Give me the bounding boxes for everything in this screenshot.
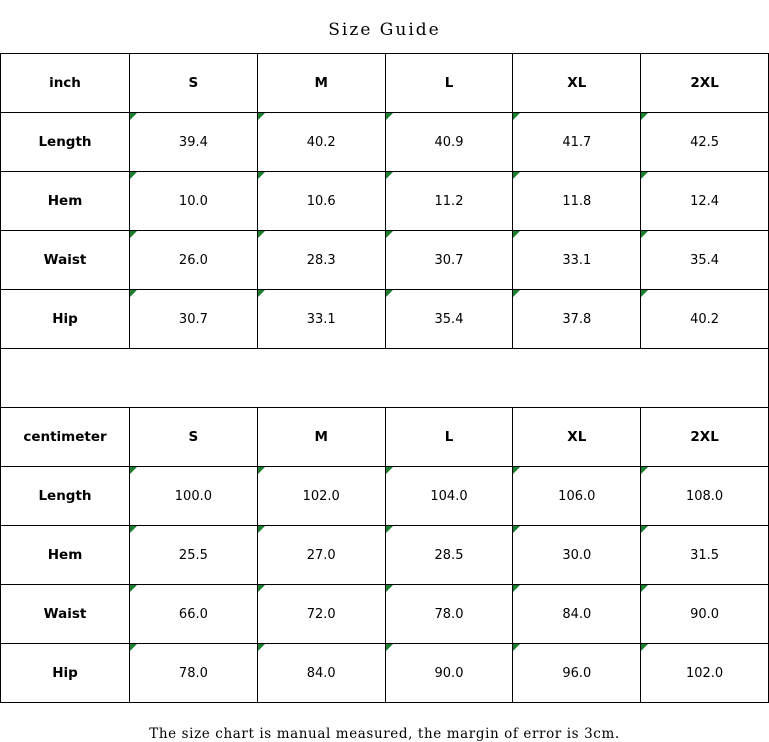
cell-waist-2xl-cm: 90.0 xyxy=(641,585,769,644)
column-header-l-cm: L xyxy=(385,408,513,467)
column-header-2xl-cm: 2XL xyxy=(641,408,769,467)
table-row xyxy=(1,231,769,290)
table-row xyxy=(1,585,769,644)
unit-label-inch: inch xyxy=(1,54,130,113)
cell-length-m-cm: 102.0 xyxy=(257,467,385,526)
cell-hem-s-cm: 25.5 xyxy=(130,526,258,585)
cell-length-xl: 41.7 xyxy=(513,113,641,172)
column-header-s-cm: S xyxy=(130,408,258,467)
page-title: Size Guide xyxy=(328,20,441,40)
cell-waist-s: 26.0 xyxy=(130,231,258,290)
cell-waist-xl: 33.1 xyxy=(513,231,641,290)
row-label-hem: Hem xyxy=(1,172,130,231)
cell-length-2xl: 42.5 xyxy=(641,113,769,172)
table-row xyxy=(1,644,769,703)
column-header-m: M xyxy=(257,54,385,113)
cell-hip-m-cm: 84.0 xyxy=(257,644,385,703)
row-label-length: Length xyxy=(1,113,130,172)
cell-hem-xl: 11.8 xyxy=(513,172,641,231)
cell-hip-2xl: 40.2 xyxy=(641,290,769,349)
row-label-waist: Waist xyxy=(1,231,130,290)
cell-length-l-cm: 104.0 xyxy=(385,467,513,526)
cell-length-s: 39.4 xyxy=(130,113,258,172)
cell-waist-m-cm: 72.0 xyxy=(257,585,385,644)
size-tables xyxy=(0,53,769,703)
row-label-length-cm: Length xyxy=(1,467,130,526)
cell-length-m: 40.2 xyxy=(257,113,385,172)
row-label-waist-cm: Waist xyxy=(1,585,130,644)
cell-waist-l: 30.7 xyxy=(385,231,513,290)
cell-hem-l-cm: 28.5 xyxy=(385,526,513,585)
cell-hem-m: 10.6 xyxy=(257,172,385,231)
column-header-s: S xyxy=(130,54,258,113)
cell-hem-xl-cm: 30.0 xyxy=(513,526,641,585)
cell-hip-s-cm: 78.0 xyxy=(130,644,258,703)
cell-length-xl-cm: 106.0 xyxy=(513,467,641,526)
column-header-xl: XL xyxy=(513,54,641,113)
cell-hip-l-cm: 90.0 xyxy=(385,644,513,703)
table-row xyxy=(1,113,769,172)
table-separator-row xyxy=(1,349,769,408)
column-header-l: L xyxy=(385,54,513,113)
row-label-hip-cm: Hip xyxy=(1,644,130,703)
cell-length-l: 40.9 xyxy=(385,113,513,172)
table-row xyxy=(1,467,769,526)
column-header-xl-cm: XL xyxy=(513,408,641,467)
cell-hip-s: 30.7 xyxy=(130,290,258,349)
table-header-row xyxy=(1,408,769,467)
cell-waist-l-cm: 78.0 xyxy=(385,585,513,644)
cell-hem-s: 10.0 xyxy=(130,172,258,231)
cell-hip-xl: 37.8 xyxy=(513,290,641,349)
cell-waist-s-cm: 66.0 xyxy=(130,585,258,644)
table-row xyxy=(1,290,769,349)
cell-hem-m-cm: 27.0 xyxy=(257,526,385,585)
cell-waist-2xl: 35.4 xyxy=(641,231,769,290)
unit-label-centimeter: centimeter xyxy=(1,408,130,467)
cell-hip-l: 35.4 xyxy=(385,290,513,349)
cell-hip-2xl-cm: 102.0 xyxy=(641,644,769,703)
row-label-hem-cm: Hem xyxy=(1,526,130,585)
column-header-m-cm: M xyxy=(257,408,385,467)
table-header-row xyxy=(1,54,769,113)
cell-hem-2xl: 12.4 xyxy=(641,172,769,231)
table-row xyxy=(1,172,769,231)
separator-cell xyxy=(1,349,769,408)
cell-hip-xl-cm: 96.0 xyxy=(513,644,641,703)
cell-hip-m: 33.1 xyxy=(257,290,385,349)
measurement-note: The size chart is manual measured, the margin of error is 3cm. xyxy=(149,726,620,742)
cell-waist-m: 28.3 xyxy=(257,231,385,290)
cell-length-s-cm: 100.0 xyxy=(130,467,258,526)
column-header-2xl: 2XL xyxy=(641,54,769,113)
row-label-hip: Hip xyxy=(1,290,130,349)
cell-hem-2xl-cm: 31.5 xyxy=(641,526,769,585)
table-row xyxy=(1,526,769,585)
cell-hem-l: 11.2 xyxy=(385,172,513,231)
size-table-inch xyxy=(0,53,769,703)
cell-length-2xl-cm: 108.0 xyxy=(641,467,769,526)
cell-waist-xl-cm: 84.0 xyxy=(513,585,641,644)
